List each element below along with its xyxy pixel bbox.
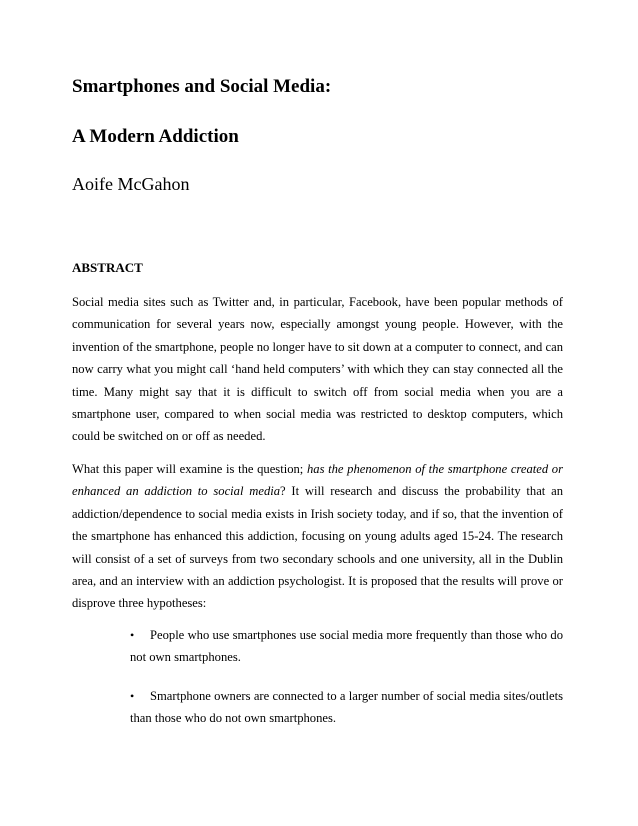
hypothesis-text: Smartphone owners are connected to a larger number of social media sites/outlets than those who do not own smartphones. [130,689,563,726]
title-line-2: A Modern Addiction [72,126,239,147]
bullet-icon: • [130,628,135,642]
hypothesis-item [130,685,563,730]
abstract-heading: ABSTRACT [72,260,143,275]
abstract-paragraph-2 [72,458,563,615]
bullet-icon: • [130,689,135,703]
abstract-paragraph-1: Social media sites such as Twitter and, in particular, Facebook, have been popular methods of communication for several years now, especially amongst young people. However, with the invention of the smartphone, people no longer have to sit down at a computer to connect, and can now carry what you might call ‘hand held computers’ with which they can stay connected all the time. Many might say that it is difficult to switch off from social media when you are a smartphone user, compared to when social media was restricted to desktop computers, which could be switched on or off as needed. [72,295,563,444]
hypothesis-item [130,624,563,669]
title-line-1: Smartphones and Social Media: [72,76,332,97]
hypothesis-text: People who use smartphones use social media more frequently than those who do not own smartphones. [130,628,563,665]
author-name: Aoife McGahon [72,174,190,194]
research-question: has the phenomenon of the smartphone created or enhanced an addiction to social media [72,462,563,499]
paragraph-2-lead: What this paper will examine is the question; [72,462,307,476]
paragraph-2-rest: ? It will research and discuss the probability that an addiction/dependence to social media exists in Irish society today, and if so, that the invention of the smartphone has enhanced this addiction, focusing on young adults aged 15-24. The research will consist of a set of surveys from two secondary schools and one university, all in the Dublin area, and an interview with an addiction psychologist. It is proposed that the results will prove or disprove three hypotheses: [72,484,563,611]
